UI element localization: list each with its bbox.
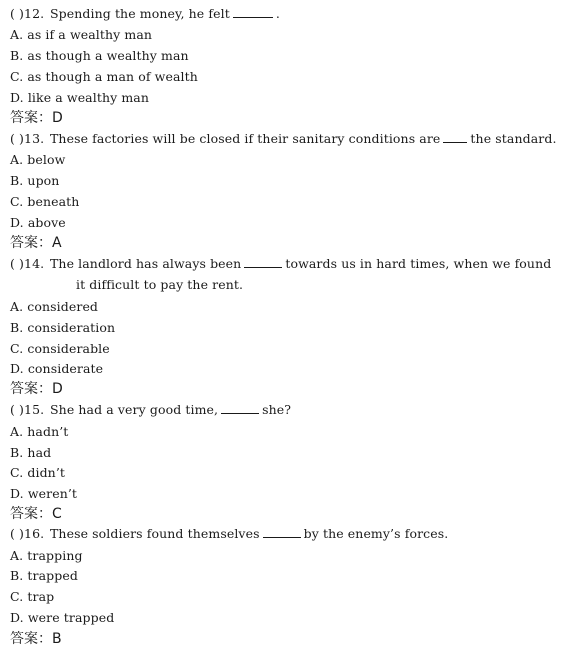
option-b: B. upon [10,173,60,188]
question-text-after: by the enemy’s forces. [303,526,449,541]
question-text-after: . [275,6,280,21]
option-d: D. like a wealthy man [10,90,150,105]
answer-label: 答案：C [10,506,62,522]
option-c: C. as though a man of wealth [10,69,198,84]
question-text-after: towards us in hard times, when we found [285,256,552,271]
answer-blank [443,131,467,143]
option-c: C. considerable [10,341,110,356]
option-b: B. trapped [10,568,78,583]
option-d: D. were trapped [10,610,115,625]
option-a: A. hadn’t [10,424,69,439]
option-a: A. trapping [10,548,83,563]
question-number: ( )13. [10,131,45,146]
option-a: A. as if a wealthy man [10,27,153,42]
option-d: D. above [10,215,66,230]
option-c: C. beneath [10,194,80,209]
question-14-continuation: it difficult to pay the rent. [76,277,244,292]
question-14 [10,256,551,272]
answer-blank [244,256,282,268]
question-12 [10,6,280,22]
question-15 [10,402,291,418]
answer-blank [263,526,301,538]
answer-blank [233,6,273,18]
option-b: B. as though a wealthy man [10,48,189,63]
option-a: A. considered [10,299,99,314]
question-16 [10,526,448,542]
question-text-after: the standard. [470,131,557,146]
question-text-before: These factories will be closed if their sanitary conditions are [50,131,441,146]
option-b: B. consideration [10,320,116,335]
answer-label: 答案：D [10,110,63,126]
option-d: D. considerate [10,361,104,376]
answer-label: 答案：B [10,631,62,647]
question-number: ( )16. [10,526,45,541]
answer-label: 答案：D [10,381,63,397]
question-text-after: she? [262,402,292,417]
option-a: A. below [10,152,66,167]
option-c: C. didn’t [10,465,66,480]
question-number: ( )12. [10,6,45,21]
option-b: B. had [10,445,52,460]
question-13 [10,131,557,147]
option-d: D. weren’t [10,486,78,501]
question-text-before: The landlord has always been [50,256,242,271]
answer-label: 答案：A [10,235,62,251]
question-text-before: She had a very good time, [50,402,219,417]
question-number: ( )14. [10,256,45,271]
option-c: C. trap [10,589,55,604]
question-number: ( )15. [10,402,45,417]
question-text-before: Spending the money, he felt [50,6,230,21]
answer-blank [221,402,259,414]
question-text-before: These soldiers found themselves [50,526,260,541]
